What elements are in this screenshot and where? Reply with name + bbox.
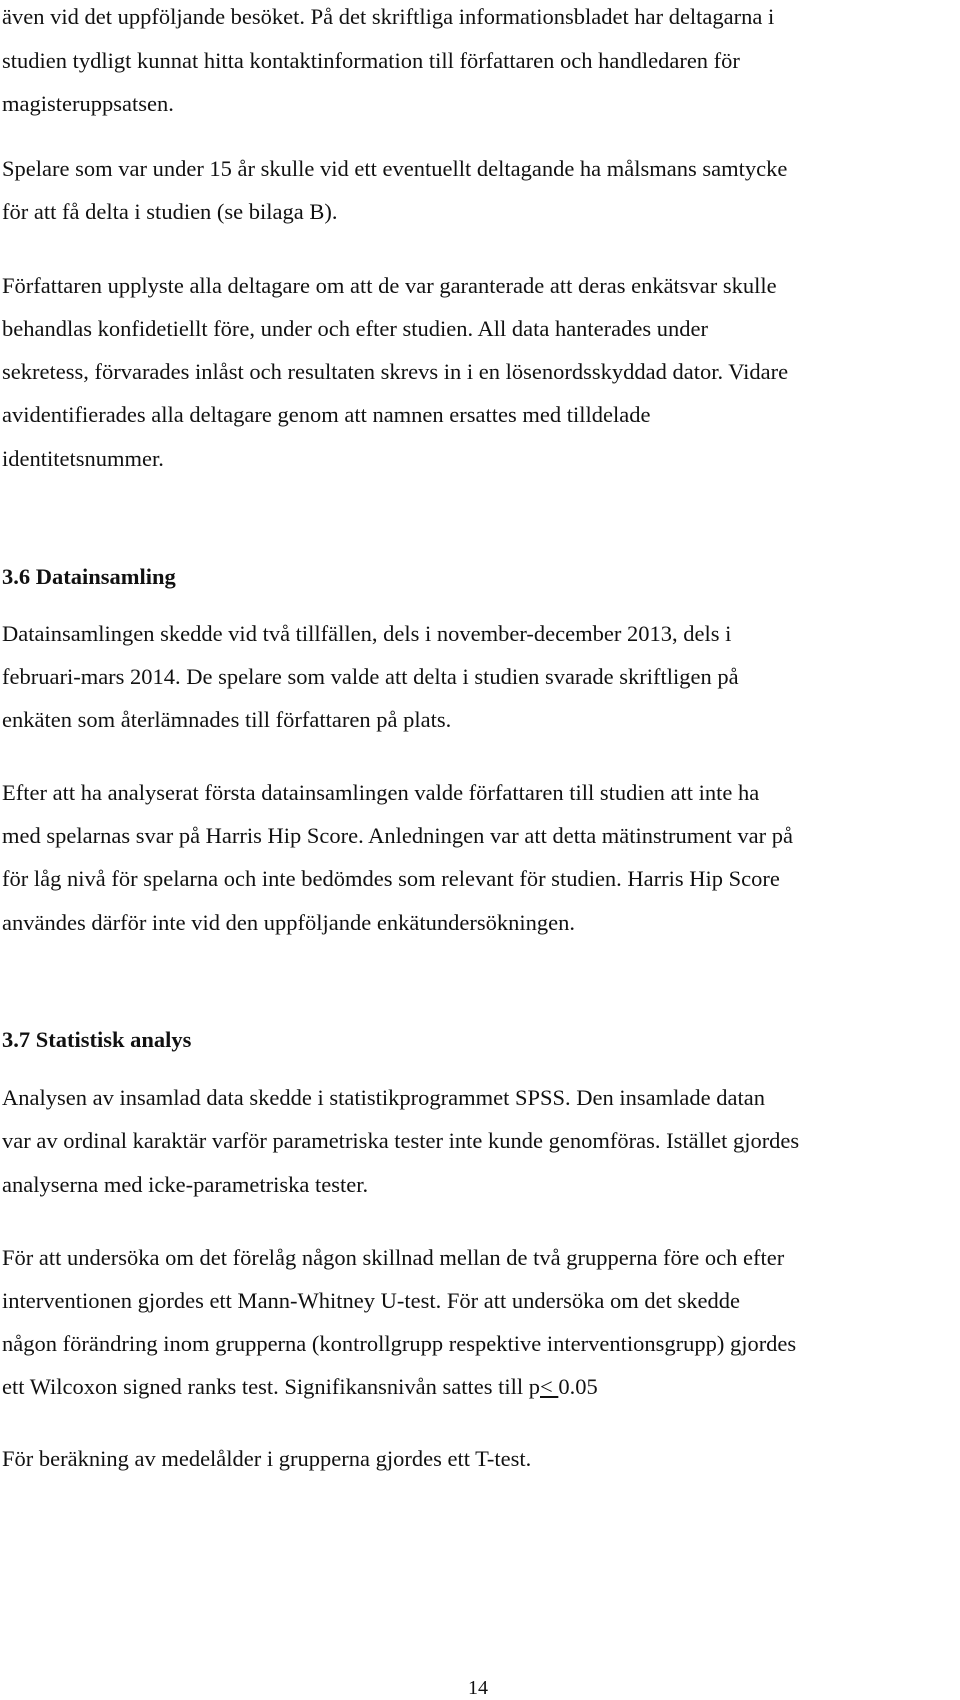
paragraph-line: användes därför inte vid den uppföljande enkätundersökningen.: [2, 910, 575, 935]
section-heading-datainsamling: 3.6 Datainsamling: [2, 564, 176, 589]
paragraph-line: för låg nivå för spelarna och inte bedömdes som relevant för studien. Harris Hip Score: [2, 866, 780, 891]
paragraph-line: magisteruppsatsen.: [2, 91, 174, 116]
paragraph-line: februari-mars 2014. De spelare som valde att delta i studien svarade skriftligen på: [2, 664, 739, 689]
paragraph-line: interventionen gjordes ett Mann-Whitney U-test. För att undersöka om det skedde: [2, 1288, 740, 1313]
paragraph-line: studien tydligt kunnat hitta kontaktinformation till författaren och handledaren för: [2, 48, 740, 73]
paragraph-line: Författaren upplyste alla deltagare om att de var garanterade att deras enkätsvar skulle: [2, 273, 777, 298]
paragraph-line: sekretess, förvarades inlåst och resultaten skrevs in i en lösenordsskyddad dator. Vidare: [2, 359, 789, 384]
section-heading-statistisk-analys: 3.7 Statistisk analys: [2, 1027, 192, 1052]
paragraph-line: någon förändring inom grupperna (kontrollgrupp respektive interventionsgrupp) gjordes: [2, 1331, 797, 1356]
paragraph-line: var av ordinal karaktär varför parametriska tester inte kunde genomföras. Istället gjordes: [2, 1128, 800, 1153]
paragraph-line: För att undersöka om det förelåg någon skillnad mellan de två grupperna före och efter: [2, 1245, 785, 1270]
paragraph-line: avidentifierades alla deltagare genom att namnen ersattes med tilldelade: [2, 402, 651, 427]
paragraph-line: Datainsamlingen skedde vid två tillfällen, dels i november-december 2013, dels i: [2, 621, 732, 646]
paragraph-line: för att få delta i studien (se bilaga B).: [2, 199, 338, 224]
paragraph-line: Efter att ha analyserat första datainsamlingen valde författaren till studien att inte ha: [2, 780, 760, 805]
paragraph-line: analyserna med icke-parametriska tester.: [2, 1172, 369, 1197]
paragraph-line: behandlas konfidetiellt före, under och efter studien. All data hanterades under: [2, 316, 708, 341]
paragraph-line: identitetsnummer.: [2, 446, 164, 471]
paragraph-line: enkäten som återlämnades till författaren på plats.: [2, 707, 452, 732]
page-number: 14: [468, 1677, 488, 1699]
significance-text: ett Wilcoxon signed ranks test. Signifikansnivån sattes till p: [2, 1374, 540, 1399]
less-than-or-equal-symbol: <: [540, 1374, 559, 1399]
paragraph-line: även vid det uppföljande besöket. På det skriftliga informationsbladet har deltagarna i: [2, 4, 775, 29]
significance-value: 0.05: [558, 1374, 598, 1399]
paragraph-line: För beräkning av medelålder i grupperna gjordes ett T-test.: [2, 1446, 532, 1471]
paragraph-line-significance: [2, 1372, 598, 1402]
paragraph-line: Analysen av insamlad data skedde i statistikprogrammet SPSS. Den insamlade datan: [2, 1085, 765, 1110]
paragraph-line: Spelare som var under 15 år skulle vid ett eventuellt deltagande ha målsmans samtycke: [2, 156, 788, 181]
paragraph-line: med spelarnas svar på Harris Hip Score. Anledningen var att detta mätinstrument var på: [2, 823, 794, 848]
